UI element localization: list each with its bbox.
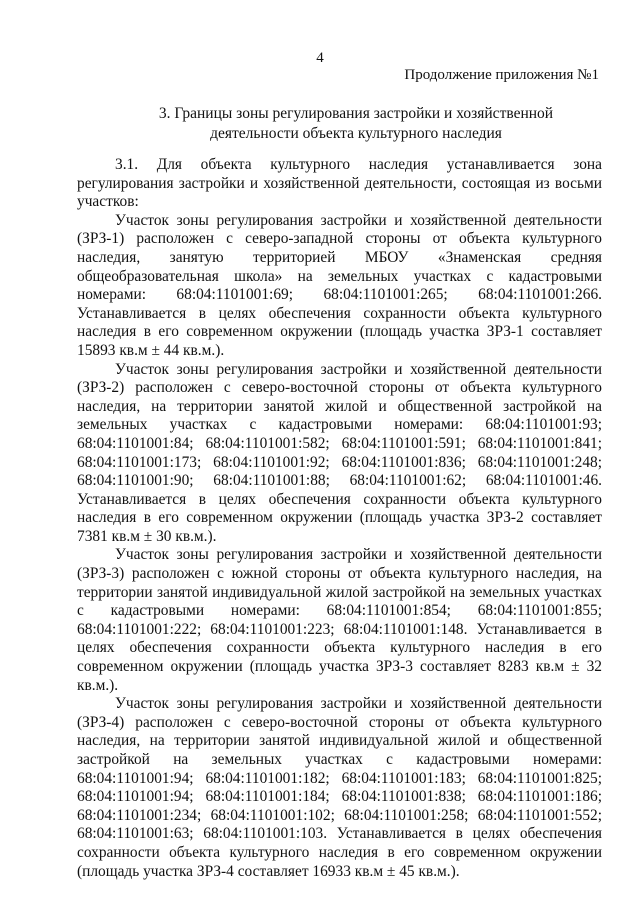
paragraph-zrz-3: Участок зоны регулирования застройки и хозяйственной деятельности (ЗРЗ-3) расположен с южной стороны от объекта культурного наследия, на территории занятой индивидуальной жилой застройкой на земельных участках с кадастровыми номерами: 68:04:1101001:854; 68:04:1101001:855; 68:04:1101001:222; 68:04:1101001:223; 68:04:1101001:148. Устанавливается в целях обеспечения сохранности объекта культурного наследия в его современном окружении (площадь участка ЗРЗ-3 составляет 8283 кв.м ± 32 кв.м.). [77,546,602,694]
section-title-line-2: деятельности объекта культурного наследия [210,125,502,142]
paragraph-zrz-4: Участок зоны регулирования застройки и хозяйственной деятельности (ЗРЗ-4) расположен с северо-восточной стороны от объекта культурного наследия, на территории занятой индивидуальной жилой и общественной застройкой на земельных участках с кадастровыми номерами: 68:04:1101001:94; 68:04:1101001:182; 68:04:1101001:183; 68:04:1101001:825; 68:04:1101001:94; 68:04:1101001:184; 68:04:1101001:838; 68:04:1101001:186; 68:04:1101001:234; 68:04:1101001:102; 68:04:1101001:258; 68:04:1101001:552; 68:04:1101001:63; 68:04:1101001:103. Устанавливается в целях обеспечения сохранности объекта культурного наследия в его современном окружении (площадь участка ЗРЗ-4 составляет 16933 кв.м ± 45 кв.м.). [77,695,602,880]
section-title-line-1: 3. Границы зоны регулирования застройки и хозяйственной [158,105,554,122]
paragraph-intro: 3.1. Для объекта культурного наследия устанавливается зона регулирования застройки и хозяйственной деятельности, состоящая из восьми участков: [77,156,602,211]
paragraph-zrz-2: Участок зоны регулирования застройки и хозяйственной деятельности (ЗРЗ-2) расположен с северо-восточной стороны от объекта культурного наследия, на территории занятой жилой и общественной застройкой на земельных участках с кадастровыми номерами: 68:04:1101001:93; 68:04:1101001:84; 68:04:1101001:582; 68:04:1101001:591; 68:04:1101001:841; 68:04:1101001:173; 68:04:1101001:92; 68:04:1101001:836; 68:04:1101001:248; 68:04:1101001:90; 68:04:1101001:88; 68:04:1101001:62; 68:04:1101001:46. Устанавливается в целях обеспечения сохранности объекта культурного наследия в его современном окружении (площадь участка ЗРЗ-2 составляет 7381 кв.м ± 30 кв.м.). [77,360,602,545]
page-number: 4 [316,50,324,66]
paragraph-zrz-1: Участок зоны регулирования застройки и хозяйственной деятельности (ЗРЗ-1) расположен с северо-западной стороны от объекта культурного наследия, занятую территорией МБОУ «Знаменская средняя общеобразовательная школа» на земельных участках с кадастровыми номерами: 68:04:1101001:69; 68:04:1101001:265; 68:04:1101001:266. Устанавливается в целях обеспечения сохранности объекта культурного наследия в его современном окружении (площадь участка ЗРЗ-1 составляет 15893 кв.м ± 44 кв.м.). [77,211,602,359]
document-body [77,156,602,881]
section-title [96,104,616,144]
appendix-note: Продолжение приложения №1 [404,67,599,83]
